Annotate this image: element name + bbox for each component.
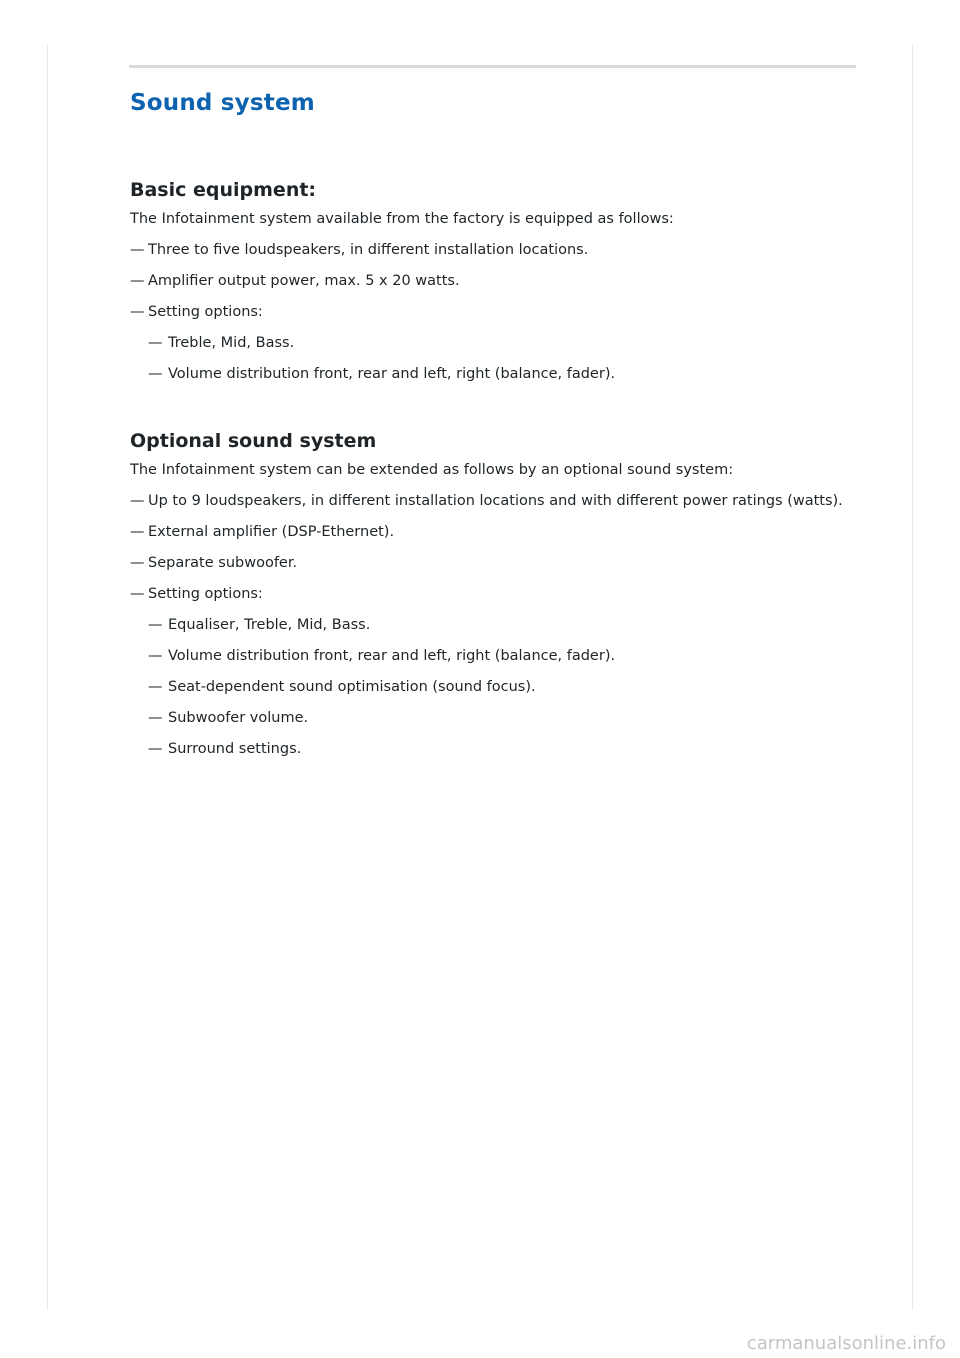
sub-list-item: — Subwoofer volume. (148, 708, 850, 728)
top-rule (129, 65, 856, 68)
list-item-label: Setting options: (148, 586, 263, 602)
list-item: — Amplifier output power, max. 5 x 20 watts. (130, 271, 850, 291)
optional-sound-heading: Optional sound system (130, 430, 377, 452)
sub-list-item: — Seat-dependent sound optimisation (sound focus). (148, 677, 850, 697)
list-item-setting-options (130, 302, 850, 322)
sub-list-item: — Surround settings. (148, 739, 850, 759)
optional-settings-list (130, 615, 850, 759)
watermark: carmanualsonline.info (746, 1333, 946, 1354)
page-title: Sound system (130, 90, 315, 116)
sub-list-item: — Treble, Mid, Bass. (148, 333, 850, 353)
optional-list (130, 491, 850, 604)
basic-list (130, 240, 850, 322)
list-item: — External amplifier (DSP-Ethernet). (130, 522, 850, 542)
list-item: — Up to 9 loudspeakers, in different installation locations and with different power ratings (watts). (130, 491, 850, 511)
basic-settings-list (130, 333, 850, 384)
list-item: — Three to five loudspeakers, in different installation locations. (130, 240, 850, 260)
left-margin-line (47, 45, 48, 1310)
list-item-label: Setting options: (148, 304, 263, 320)
list-item-setting-options (130, 584, 850, 604)
sub-list-item: — Equaliser, Treble, Mid, Bass. (148, 615, 850, 635)
sub-list-item: — Volume distribution front, rear and left, right (balance, fader). (148, 364, 850, 384)
optional-intro: The Infotainment system can be extended as follows by an optional sound system: (130, 462, 734, 478)
page-content (130, 90, 850, 759)
basic-intro: The Infotainment system available from the factory is equipped as follows: (130, 211, 674, 227)
basic-equipment-heading: Basic equipment: (130, 179, 317, 201)
list-item: — Separate subwoofer. (130, 553, 850, 573)
sub-list-item: — Volume distribution front, rear and left, right (balance, fader). (148, 646, 850, 666)
right-margin-line (912, 45, 913, 1310)
